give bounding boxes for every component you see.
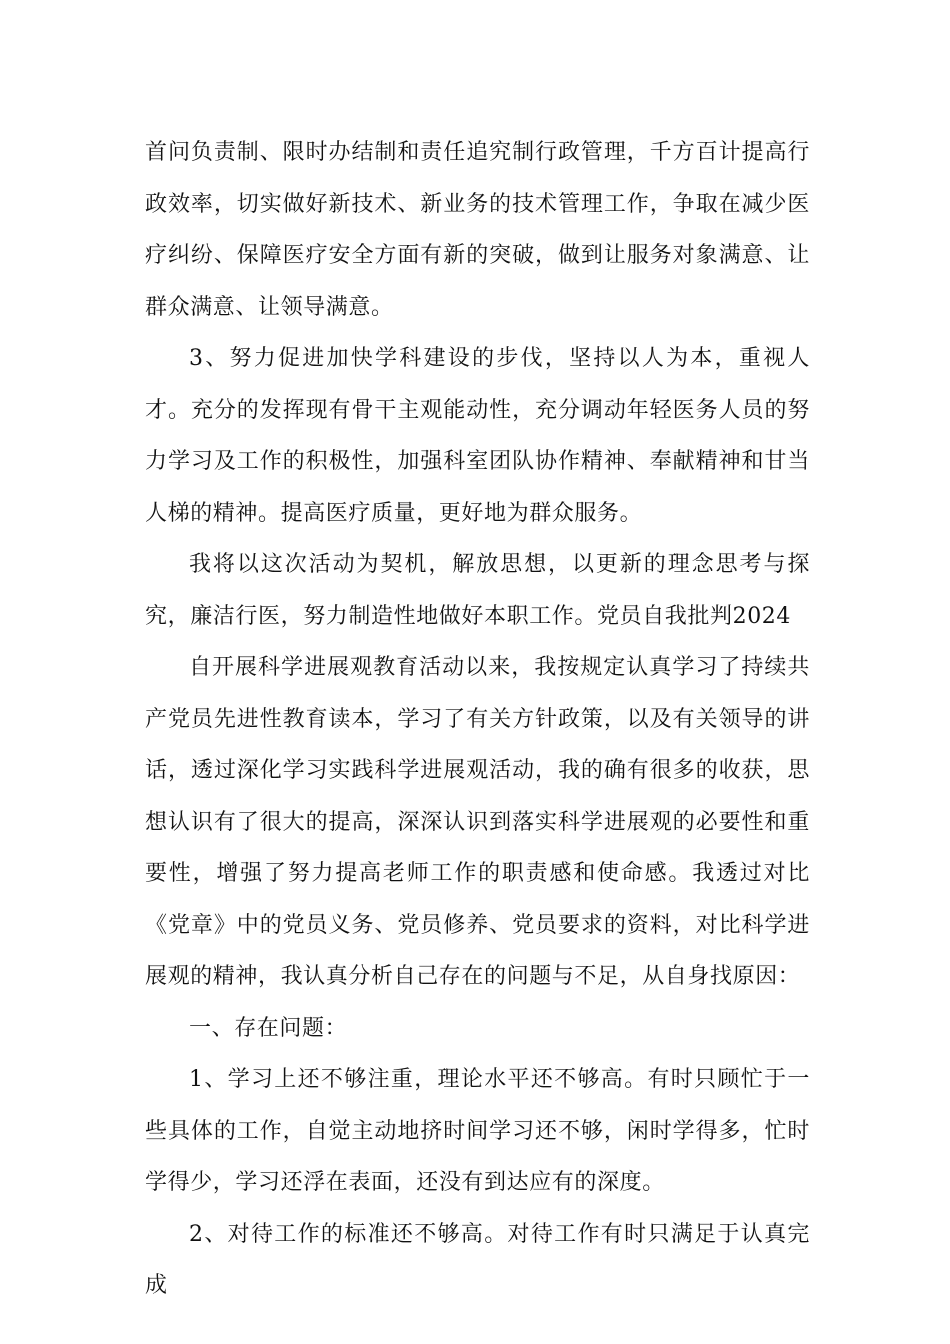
paragraph: 2、对待工作的标准还不够高。对待工作有时只满足于认真完成: [145, 1221, 810, 1298]
paragraph: 我将以这次活动为契机，解放思想，以更新的理念思考与探究，廉洁行医，努力制造性地做好本职工作。党员自我批判2024: [145, 552, 810, 629]
paragraph: 自开展科学进展观教育活动以来，我按规定认真学习了持续共产党员先进性教育读本，学习了有关方针政策，以及有关领导的讲话，透过深化学习实践科学进展观活动，我的确有很多的收获，思想认识有了很大的提高，深深认识到落实科学进展观的必要性和重要性，增强了努力提高老师工作的职责感和使命感。我透过对比《党章》中的党员义务、党员修养、党员要求的资料，对比科学进展观的精神，我认真分析自己存在的问题与不足，从自身找原因：: [145, 655, 810, 989]
paragraph: 1、学习上还不够注重，理论水平还不够高。有时只顾忙于一些具体的工作，自觉主动地挤时间学习还不够，闲时学得多，忙时学得少，学习还浮在表面，还没有到达应有的深度。: [145, 1067, 810, 1195]
section-heading: 一、存在问题：: [189, 1015, 348, 1041]
document-body: [145, 127, 810, 1312]
paragraph: 首问负责制、限时办结制和责任追究制行政管理，千方百计提高行政效率，切实做好新技术、新业务的技术管理工作，争取在减少医疗纠纷、保障医疗安全方面有新的突破，做到让服务对象满意、让群众满意、让领导满意。: [145, 140, 810, 320]
paragraph: 3、努力促进加快学科建设的步伐，坚持以人为本，重视人才。充分的发挥现有骨干主观能动性，充分调动年轻医务人员的努力学习及工作的积极性，加强科室团队协作精神、奉献精神和甘当人梯的精神。提高医疗质量，更好地为群众服务。: [145, 346, 810, 526]
